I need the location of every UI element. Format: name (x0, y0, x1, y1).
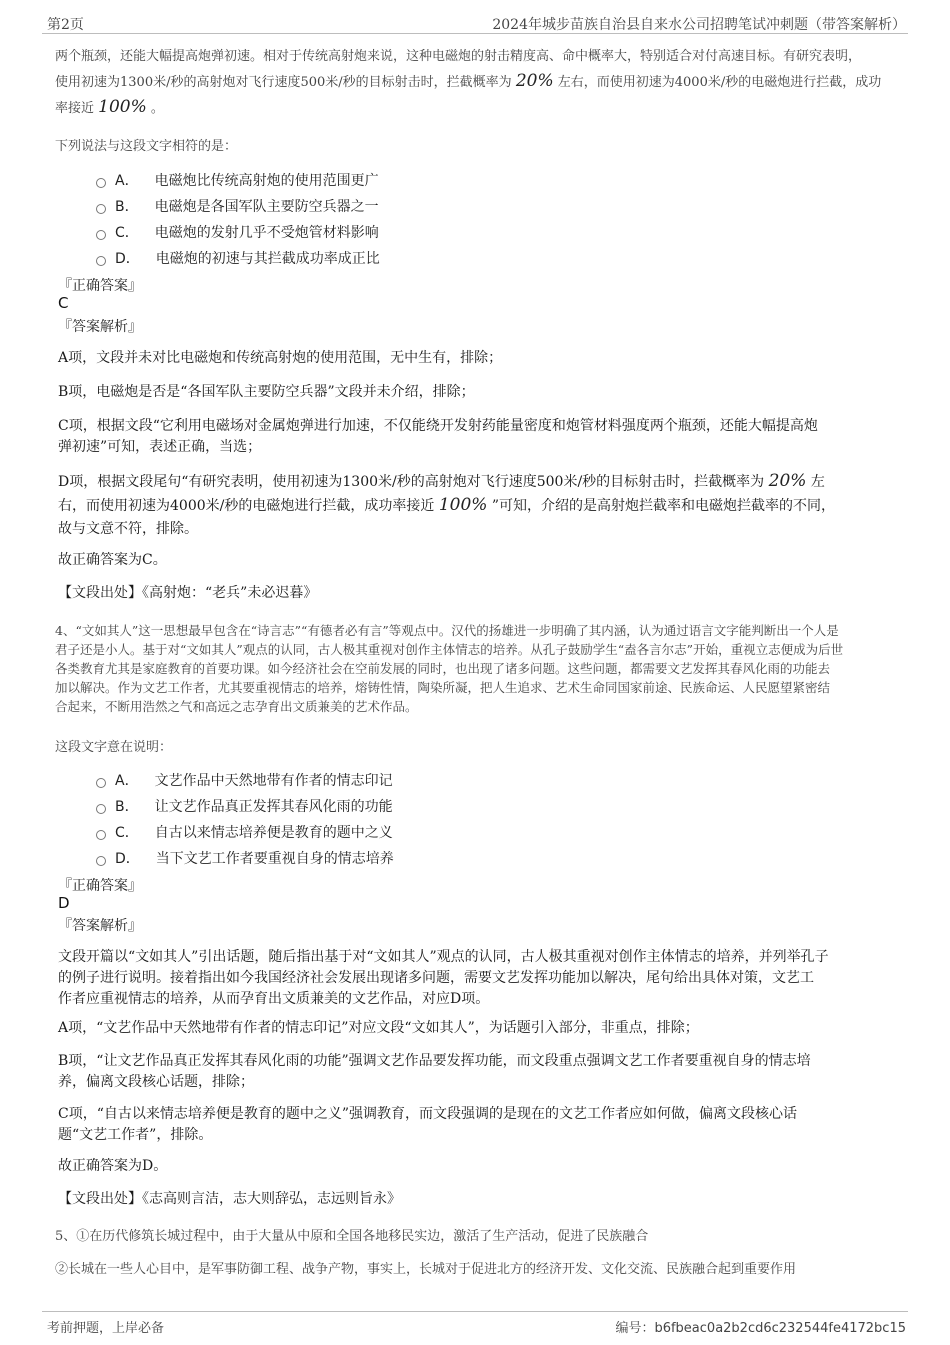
q4-option-d[interactable]: D． 当下文艺工作者要重视自身的情志培养 (96, 848, 394, 868)
q3-passage (55, 45, 893, 120)
radio-icon[interactable] (96, 830, 106, 840)
q4-prompt: 这段文字意在说明： (55, 740, 173, 755)
q5-line-1: 5、①在历代修筑长城过程中，由于大量从中原和全国各地移民实边，激活了生产活动，促进了民族融合 (55, 1229, 649, 1244)
q4-explanation-a: A项，“文艺作品中天然地带有作者的情志印记”对应文段“文如其人”，为话题引入部分，非重点，排除； (58, 1020, 699, 1036)
q3-analysis-label: 『答案解析』 (58, 319, 142, 335)
q4-explanation-c: C项，“自古以来情志培养便是教育的题中之义”强调教育，而文段强调的是现在的文艺工作者应如何做，偏离文段核心话 题“文艺工作者”，排除。 (58, 1106, 798, 1143)
q4-conclusion: 故正确答案为D。 (58, 1158, 168, 1174)
q4-option-b[interactable]: B． 让文艺作品真正发挥其春风化雨的功能 (96, 796, 393, 816)
q4-passage: 4、“文如其人”这一思想最早包含在“诗言志”“有德者必有言”等观点中。汉代的扬雄进一步明确了其内涵，认为通过语言文字能判断出一个人是 君子还是小人。基于对“文如其人”观点的认同，古人极其重视对创作主体情志的培养。从孔子鼓励学生“盍各言尔志”开始，重视立志便成为后世 各类教育尤其是家庭教育的首要功课。如今经济社会在空前发展的同时，也出现了诸多问题。这些问题，都需要文艺发挥其春风化雨的功能去 加以解决。作为文艺工作者，尤其要重视情志的培养，熔铸性情，陶染所凝，把人生追求、艺术生命同国家前途、民族命运、人民愿望紧密结 合起来，不断用浩然之气和高远之志孕育出文质兼美的艺术作品。 (55, 623, 844, 714)
q3-option-c[interactable]: C． 电磁炮的发射几乎不受炮管材料影响 (96, 222, 379, 242)
q3-option-d[interactable]: D． 电磁炮的初速与其拦截成功率成正比 (96, 248, 380, 268)
footer-divider (42, 1311, 908, 1312)
q3-explanation-a: A项，文段并未对比电磁炮和传统高射炮的使用范围，无中生有，排除； (58, 350, 503, 366)
radio-icon[interactable] (96, 230, 106, 240)
footer-code-value: b6fbeac0a2b2cd6c232544fe4172bc15 (654, 1321, 906, 1336)
document-title: 2024年城步苗族自治县自来水公司招聘笔试冲刺题（带答案解析） (492, 17, 906, 33)
q5-line-2: ②长城在一些人心目中，是军事防御工程、战争产物，事实上，长城对于促进北方的经济开发、文化交流、民族融合起到重要作用 (55, 1262, 797, 1277)
radio-icon[interactable] (96, 778, 106, 788)
q4-correct-answer: D (58, 894, 70, 912)
q3-explanation-b: B项，电磁炮是否是“各国军队主要防空兵器”文段并未介绍，排除； (58, 384, 475, 400)
q4-explanation-main: 文段开篇以“文如其人”引出话题，随后指出基于对“文如其人”观点的认同，古人极其重视对创作主体情志的培养，并列举孔子 的例子进行说明。接着指出如今我国经济社会发展出现诸多问题，需要文艺发挥功能加以解决，尾句给出具体对策，文艺工 作者应重视情志的培养，从而孕育出文质兼美的文艺作品，对应D项。 (58, 949, 829, 1007)
percent-100: 100% (98, 97, 147, 117)
q3-correct-label: 『正确答案』 (58, 278, 142, 294)
q3-passage-line: 使用初速为1300米/秒的高射炮对飞行速度500米/秒的目标射击时，拦截概率为 20% 左右，而使用初速为4000米/秒的电磁炮进行拦截，成功 (55, 71, 882, 91)
footer-code (615, 1317, 906, 1336)
q3-explanation-d: D项，根据文段尾句“有研究表明，使用初速为1300米/秒的高射炮对飞行速度500米/秒的目标射击时，拦截概率为 20% 左 右，而使用初速为4000米/秒的电磁炮进行拦截，成功率接近 100% ”可知，介绍的是高射炮拦截率和电磁炮拦截率的不同， 故与文意不符，排除。 (58, 471, 836, 537)
q3-conclusion: 故正确答案为C。 (58, 552, 167, 568)
q4-option-a[interactable]: A． 文艺作品中天然地带有作者的情志印记 (96, 770, 393, 790)
radio-icon[interactable] (96, 856, 106, 866)
radio-icon[interactable] (96, 204, 106, 214)
header-divider (42, 33, 908, 34)
radio-icon[interactable] (96, 256, 106, 266)
q3-passage-line: 率接近 100% 。 (55, 97, 164, 117)
footer-slogan: 考前押题，上岸必备 (47, 1321, 165, 1336)
page-number: 第2页 (47, 17, 84, 33)
radio-icon[interactable] (96, 804, 106, 814)
q3-option-b[interactable]: B． 电磁炮是各国军队主要防空兵器之一 (96, 196, 379, 216)
radio-icon[interactable] (96, 178, 106, 188)
q4-source: 【文段出处】《志高则言洁，志大则辞弘，志远则旨永》 (58, 1191, 401, 1207)
q3-option-a[interactable]: A． 电磁炮比传统高射炮的使用范围更广 (96, 170, 379, 190)
q3-explanation-c: C项，根据文段“它利用电磁场对金属炮弹进行加速，不仅能绕开发射药能量密度和炮管材料强度两个瓶颈，还能大幅提高炮 弹初速”可知，表述正确，当选； (58, 418, 818, 455)
q3-source: 【文段出处】《高射炮：“老兵”未必迟暮》 (58, 585, 318, 601)
q3-correct-answer: C (58, 294, 69, 312)
q4-explanation-b: B项，“让文艺作品真正发挥其春风化雨的功能”强调文艺作品要发挥功能，而文段重点强调文艺工作者要重视自身的情志培 养，偏离文段核心话题，排除； (58, 1053, 811, 1090)
q4-correct-label: 『正确答案』 (58, 878, 142, 894)
q4-analysis-label: 『答案解析』 (58, 918, 142, 934)
footer-code-label: 编号： (615, 1321, 655, 1336)
q4-option-c[interactable]: C． 自古以来情志培养便是教育的题中之义 (96, 822, 393, 842)
q3-passage-line: 两个瓶颈，还能大幅提高炮弹初速。相对于传统高射炮来说，这种电磁炮的射击精度高、命中概率大，特别适合对付高速目标。有研究表明， (55, 49, 862, 64)
q3-prompt: 下列说法与这段文字相符的是： (55, 139, 238, 154)
percent-20: 20% (515, 71, 554, 91)
